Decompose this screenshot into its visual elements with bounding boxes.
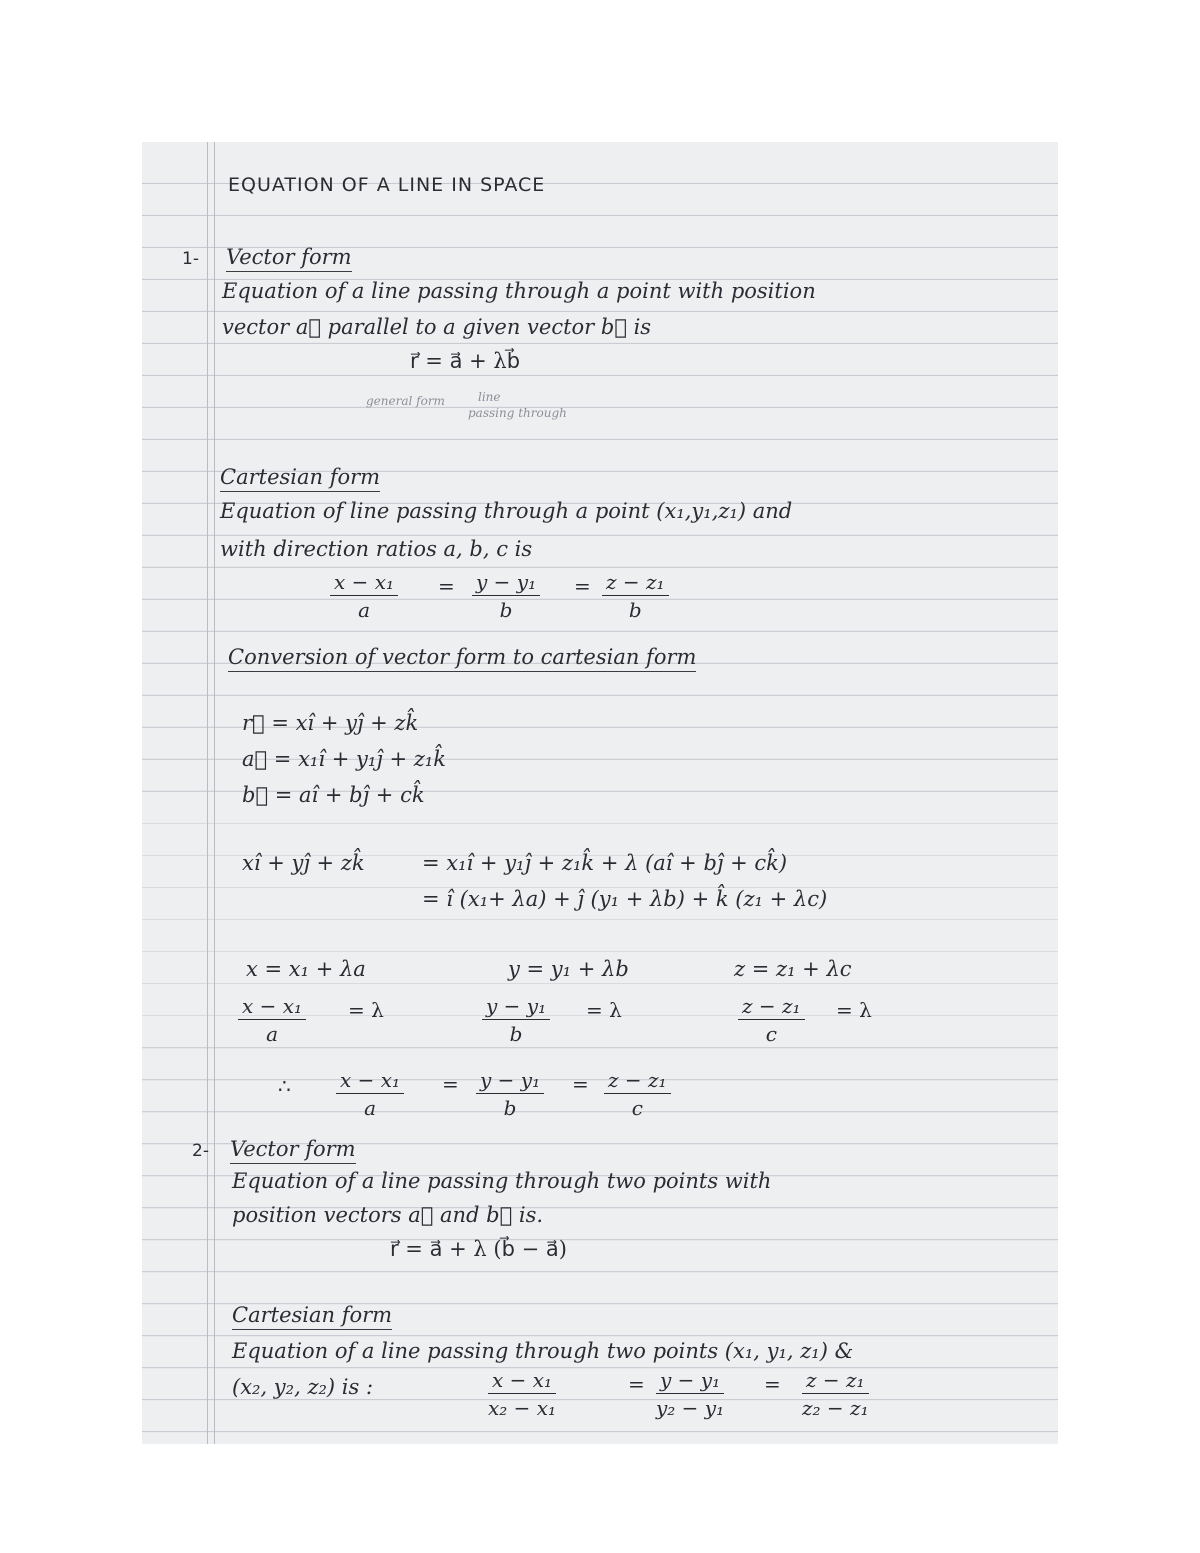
denominator: b xyxy=(628,598,642,622)
equals-sign: = xyxy=(574,574,591,598)
section-number: 2- xyxy=(192,1141,209,1161)
section-heading: Vector form xyxy=(230,1136,356,1164)
component-equation: x = x₁ + λa xyxy=(246,957,366,981)
equals-sign: = xyxy=(572,1072,589,1096)
denominator: c xyxy=(631,1096,643,1120)
section-heading: Cartesian form xyxy=(232,1302,392,1330)
denominator: c xyxy=(765,1022,777,1046)
therefore-symbol: ∴ xyxy=(278,1074,291,1098)
numerator: y − y₁ xyxy=(476,1068,544,1094)
section-heading: Cartesian form xyxy=(220,464,380,492)
text-line: Equation of a line passing through two points (x₁, y₁, z₁) & xyxy=(232,1339,854,1363)
numerator: z − z₁ xyxy=(602,570,669,596)
equals-sign: = xyxy=(442,1072,459,1096)
numerator: x − x₁ xyxy=(488,1368,556,1394)
denominator: x₂ − x₁ xyxy=(488,1396,557,1420)
component-equation: y = y₁ + λb xyxy=(508,957,629,981)
equals-lambda: = λ xyxy=(348,998,384,1022)
fraction xyxy=(472,570,540,622)
numerator: y − y₁ xyxy=(656,1368,724,1394)
equals-sign: = xyxy=(628,1372,645,1396)
section-number: 1- xyxy=(182,249,199,269)
section-heading: Vector form xyxy=(226,244,352,272)
text-line: Equation of a line passing through two points with xyxy=(232,1169,772,1193)
fraction xyxy=(488,1368,556,1420)
equals-lambda: = λ xyxy=(836,998,872,1022)
numerator: y − y₁ xyxy=(482,994,550,1020)
section-heading: Conversion of vector form to cartesian form xyxy=(228,644,696,672)
notebook-page xyxy=(142,142,1058,1444)
fraction xyxy=(476,1068,544,1120)
numerator: z − z₁ xyxy=(604,1068,671,1094)
fraction xyxy=(656,1368,724,1420)
equation-line: b⃗ = aî + bĵ + ck̂ xyxy=(242,783,425,807)
equation-line: a⃗ = x₁î + y₁ĵ + z₁k̂ xyxy=(242,747,446,771)
numerator: x − x₁ xyxy=(238,994,306,1020)
denominator: b xyxy=(503,1096,517,1120)
fraction xyxy=(330,570,398,622)
fraction xyxy=(482,994,550,1046)
denominator: a xyxy=(364,1096,376,1120)
text-line: (x₂, y₂, z₂) is : xyxy=(232,1375,374,1399)
equation-rhs: = x₁î + y₁ĵ + z₁k̂ + λ (aî + bĵ + ck̂) xyxy=(422,851,788,875)
denominator: b xyxy=(499,598,513,622)
annotation: passing through xyxy=(468,406,567,420)
text-line: with direction ratios a, b, c is xyxy=(220,537,533,561)
fraction xyxy=(238,994,306,1046)
denominator: z₂ − z₁ xyxy=(802,1396,869,1420)
numerator: y − y₁ xyxy=(472,570,540,596)
equation: r⃗ = a⃗ + λb⃗ xyxy=(410,349,521,373)
annotation: line xyxy=(478,390,501,404)
numerator: z − z₁ xyxy=(738,994,805,1020)
fraction xyxy=(602,570,669,622)
denominator: b xyxy=(509,1022,523,1046)
denominator: a xyxy=(266,1022,278,1046)
numerator: x − x₁ xyxy=(330,570,398,596)
denominator: y₂ − y₁ xyxy=(656,1396,725,1420)
text-line: vector a⃗ parallel to a given vector b⃗ is xyxy=(222,315,652,339)
numerator: z − z₁ xyxy=(802,1368,869,1394)
text-line: position vectors a⃗ and b⃗ is. xyxy=(232,1203,544,1227)
denominator: a xyxy=(358,598,370,622)
fraction xyxy=(336,1068,404,1120)
equation-line: r⃗ = xî + yĵ + zk̂ xyxy=(242,711,419,735)
equals-sign: = xyxy=(438,574,455,598)
fraction xyxy=(738,994,805,1046)
equals-lambda: = λ xyxy=(586,998,622,1022)
equals-sign: = xyxy=(764,1372,781,1396)
fraction xyxy=(604,1068,671,1120)
text-line: Equation of a line passing through a point with position xyxy=(222,279,816,303)
equation: r⃗ = a⃗ + λ (b⃗ − a⃗) xyxy=(390,1237,567,1261)
component-equation: z = z₁ + λc xyxy=(734,957,852,981)
numerator: x − x₁ xyxy=(336,1068,404,1094)
annotation: general form xyxy=(366,394,445,408)
fraction xyxy=(802,1368,869,1420)
equation-rhs: = î (x₁+ λa) + ĵ (y₁ + λb) + k̂ (z₁ + λc) xyxy=(422,887,828,911)
margin-line xyxy=(214,142,215,1444)
margin-line xyxy=(207,142,208,1444)
text-line: Equation of line passing through a point (x₁,y₁,z₁) and xyxy=(220,499,793,523)
page-title: EQUATION OF A LINE IN SPACE xyxy=(228,174,546,196)
equation-lhs: xî + yĵ + zk̂ xyxy=(242,851,365,875)
